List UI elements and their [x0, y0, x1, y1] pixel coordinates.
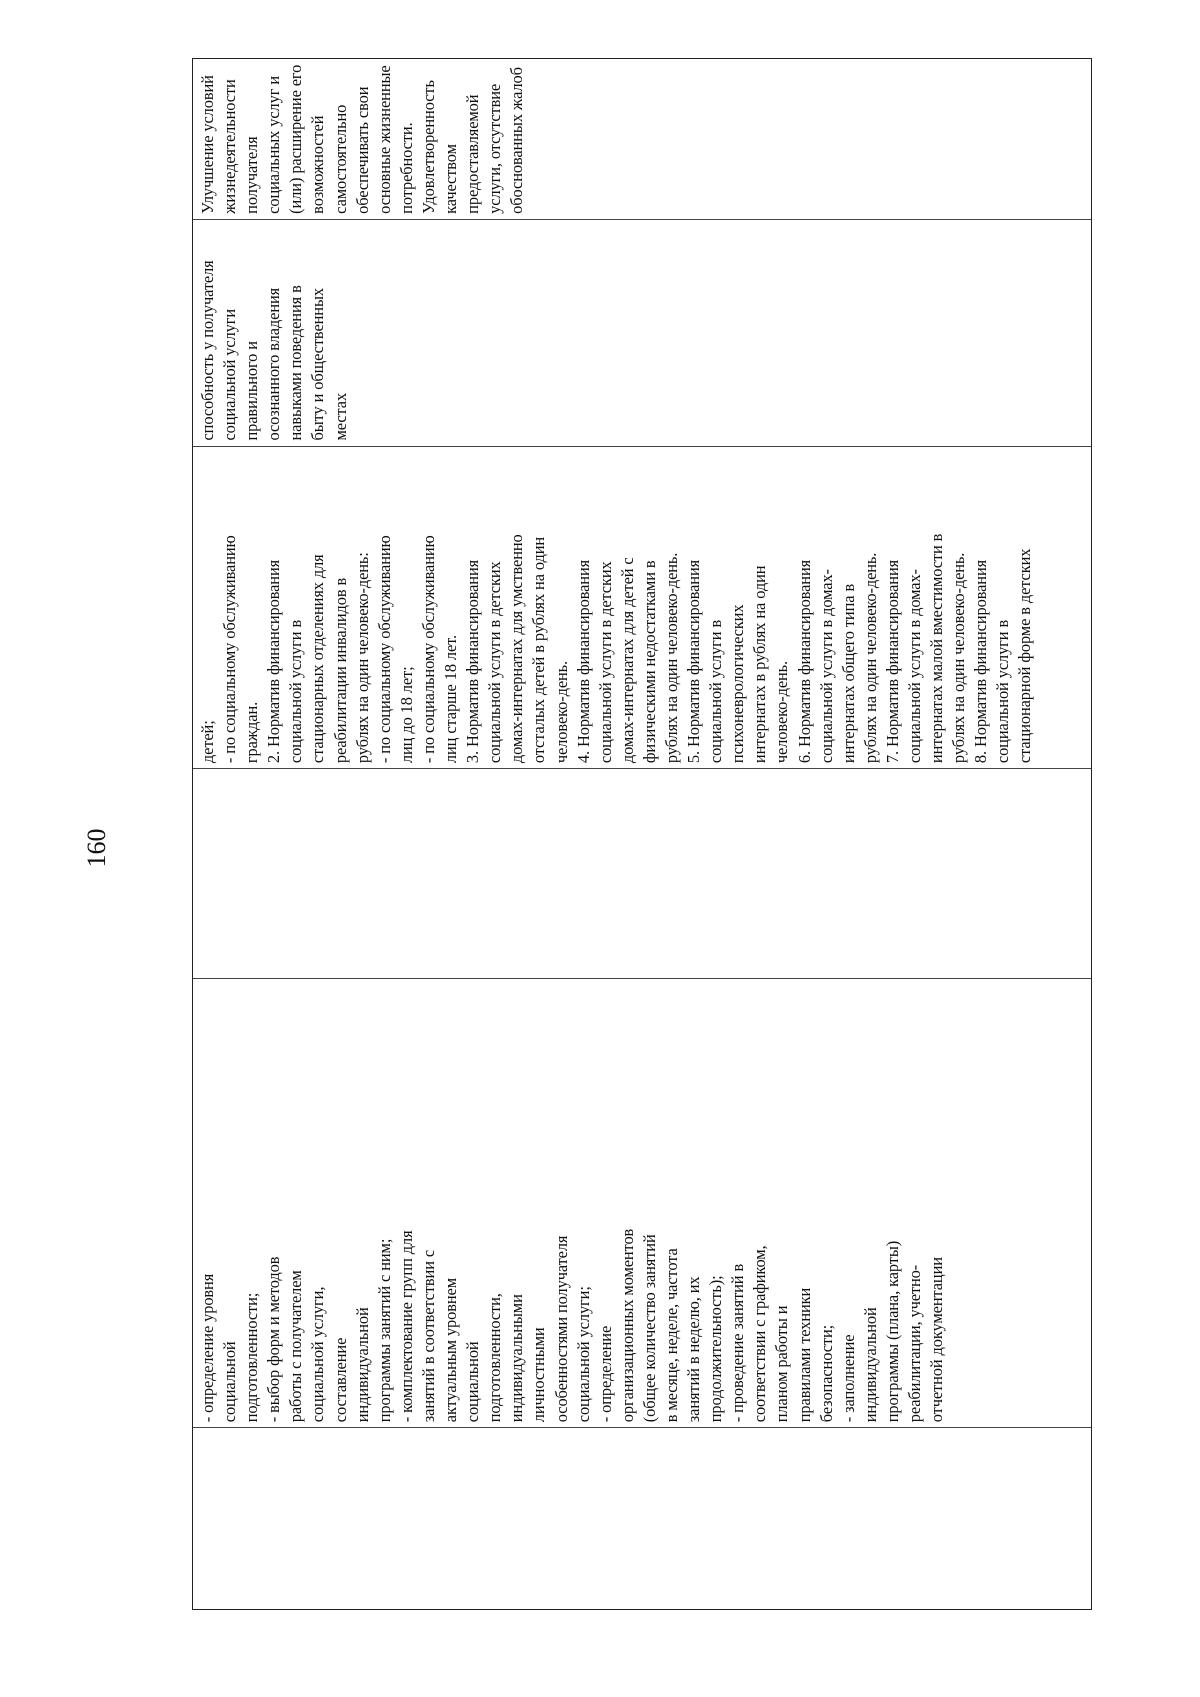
- cell-text-line: социальной: [463, 1341, 483, 1423]
- cell-text-line: - определение уровня: [198, 1273, 217, 1423]
- column-4-cell-financing-norms: [193, 446, 1091, 769]
- cell-text-line: предоставляемой: [463, 94, 483, 214]
- cell-text-line: 4. Норматив финансирования: [573, 559, 593, 764]
- cell-text-line: детей;: [198, 720, 217, 764]
- cell-text-line: - по социальному обслуживанию: [220, 535, 240, 764]
- column-5-cell-result-indicators: [193, 219, 1091, 446]
- cell-text-line: рублях на один человеко-день.: [860, 552, 880, 764]
- cell-text-line: социальной услуги в домах-: [816, 569, 836, 764]
- cell-text-line: лиц до 18 лет;: [396, 666, 416, 764]
- service-standard-table: [192, 58, 1092, 1610]
- cell-text-line: социальных услуг и: [264, 76, 284, 214]
- cell-text-line: соответствии с графиком,: [750, 1245, 770, 1423]
- cell-text-line: отчетной документации: [927, 1257, 947, 1423]
- cell-text-line: самостоятельно: [330, 104, 350, 214]
- cell-text-line: 7. Норматив финансирования: [882, 559, 902, 764]
- cell-text-line: - по социальному обслуживанию: [418, 535, 438, 764]
- cell-text-line: индивидуальной: [352, 1307, 372, 1423]
- cell-text-line: основные жизненные: [374, 65, 394, 214]
- cell-text-line: подготовленности;: [242, 1292, 262, 1423]
- cell-text-line: в месяце, неделе, частота: [661, 1248, 681, 1423]
- cell-text-line: работы с получателем: [286, 1270, 306, 1423]
- cell-text-line: потребности.: [396, 122, 416, 214]
- cell-text-line: быту и общественных: [308, 288, 328, 441]
- cell-text-line: качеством: [441, 144, 461, 214]
- cell-text-line: программы занятий с ним;: [374, 1238, 394, 1423]
- column-6-cell-quality-evaluation: [193, 59, 1091, 219]
- cell-text-line: обоснованных жалоб: [507, 67, 527, 214]
- cell-text-line: - комплектование групп для: [396, 1230, 416, 1423]
- cell-text-line: социальной услуги в: [993, 619, 1013, 764]
- cell-text-line: 3. Норматив финансирования: [463, 559, 483, 764]
- cell-text-line: 6. Норматив финансирования: [794, 559, 814, 764]
- column-2-cell-service-content: [193, 978, 1091, 1427]
- cell-text-line: (или) расширение его: [286, 64, 306, 214]
- cell-text-line: планом работы и: [772, 1305, 792, 1423]
- cell-text-line: рублях на один человеко-день:: [352, 552, 372, 764]
- cell-text-line: социальной услуги в: [706, 619, 726, 764]
- cell-text-line: Улучшение условий: [198, 75, 217, 214]
- cell-text-line: индивидуальной: [860, 1307, 880, 1423]
- cell-text-line: безопасности;: [816, 1324, 836, 1423]
- cell-text-line: составление: [330, 1337, 350, 1423]
- cell-text-line: стационарных отделениях для: [308, 554, 328, 764]
- column-1-cell: [193, 1427, 1091, 1609]
- cell-text-line: реабилитации инвалидов в: [330, 577, 350, 764]
- cell-text-line: личностными: [529, 1327, 549, 1423]
- cell-text-line: человеко-день.: [551, 660, 571, 764]
- cell-text-line: - выбор форм и методов: [264, 1256, 284, 1423]
- table-frame: [192, 58, 1092, 1610]
- cell-text-line: интернатах общего типа в: [838, 583, 858, 764]
- cell-text-line: 2. Норматив финансирования: [264, 559, 284, 764]
- cell-text-line: продолжительность);: [706, 1275, 726, 1423]
- cell-text-line: 8. Норматив финансирования: [971, 559, 991, 764]
- cell-text-line: правилами техники: [794, 1287, 814, 1423]
- cell-text-line: социальной услуги в домах-: [905, 569, 924, 764]
- cell-text-line: подготовленности,: [485, 1293, 505, 1423]
- cell-text-line: социальной услуги: [220, 308, 240, 441]
- cell-text-line: занятий в неделю, их: [684, 1276, 704, 1423]
- cell-text-line: индивидуальными: [507, 1294, 527, 1423]
- page-number-text: 160: [82, 828, 111, 868]
- cell-text-line: навыками поведения в: [286, 285, 306, 441]
- cell-text-line: домах-интернатах для детей с: [617, 557, 637, 764]
- cell-text-line: услуги, отсутствие: [485, 83, 505, 214]
- cell-text-line: социальной: [220, 1341, 240, 1423]
- cell-text-line: правильного и: [242, 341, 262, 441]
- cell-text-line: 5. Норматив финансирования: [684, 559, 704, 764]
- cell-text-line: Удовлетворенность: [418, 80, 438, 214]
- cell-text-line: - по социальному обслуживанию: [374, 535, 394, 764]
- cell-text-line: занятий в соответствии с: [418, 1249, 438, 1423]
- cell-text-line: - заполнение: [838, 1334, 858, 1423]
- cell-text-line: интернатах малой вместимости в: [927, 533, 947, 764]
- cell-text-line: рублях на один человеко-день.: [949, 552, 969, 764]
- cell-text-line: (общее количество занятий: [639, 1234, 659, 1423]
- cell-text-line: психоневрологических: [728, 604, 748, 764]
- cell-text-line: жизнедеятельности: [220, 79, 240, 214]
- cell-text-line: человеко-день.: [772, 660, 792, 764]
- cell-text-line: социальной услуги;: [573, 1286, 593, 1423]
- cell-text-line: актуальным уровнем: [441, 1278, 461, 1423]
- cell-text-line: рублях на один человеко-день.: [661, 552, 681, 764]
- cell-text-line: физическими недостатками в: [639, 560, 659, 764]
- cell-text-line: местах: [330, 392, 350, 441]
- cell-text-line: граждан.: [242, 701, 262, 764]
- cell-text-line: социальной услуги в детских: [485, 561, 505, 764]
- cell-text-line: отсталых детей в рублях на один: [529, 536, 549, 764]
- cell-text-line: обеспечивать свои: [352, 86, 372, 214]
- cell-text-line: социальной услуги в детских: [595, 561, 615, 764]
- cell-text-line: осознанного владения: [264, 287, 284, 441]
- cell-text-line: лиц старше 18 лет.: [441, 635, 461, 764]
- cell-text-line: возможностей: [308, 115, 328, 214]
- cell-text-line: организационных моментов: [617, 1228, 637, 1423]
- cell-text-line: - определение: [595, 1325, 615, 1423]
- cell-text-line: - проведение занятий в: [728, 1263, 748, 1423]
- cell-text-line: способность у получателя: [198, 260, 217, 441]
- cell-text-line: программы (плана, карты): [882, 1240, 902, 1423]
- column-3-cell: [193, 768, 1091, 978]
- cell-text-line: стационарной форме в детских: [1015, 548, 1035, 764]
- cell-text-line: интернатах в рублях на один: [750, 565, 770, 764]
- cell-text-line: особенностями получателя: [551, 1235, 571, 1423]
- cell-text-line: домах-интернатах для умственно: [507, 534, 527, 764]
- cell-text-line: получателя: [242, 136, 262, 214]
- cell-text-line: социальной услуги,: [308, 1286, 328, 1423]
- cell-text-line: социальной услуги в: [286, 619, 306, 764]
- cell-text-line: реабилитации, учетно-: [905, 1264, 924, 1423]
